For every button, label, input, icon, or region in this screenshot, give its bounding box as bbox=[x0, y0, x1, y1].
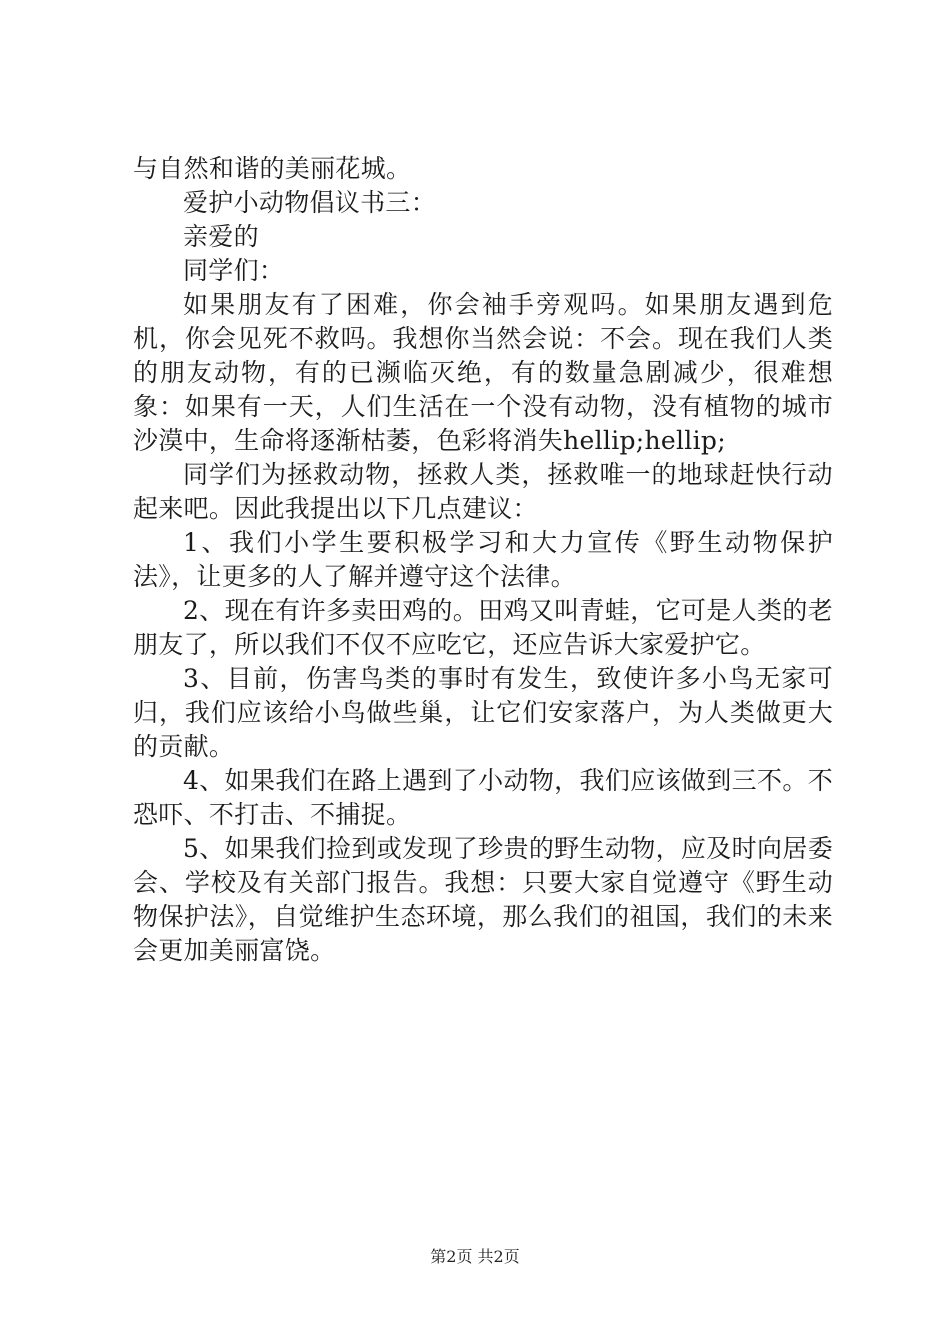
paragraph-10: 4、如果我们在路上遇到了小动物，我们应该做到三不。不恐吓、不打击、不捕捉。 bbox=[133, 766, 833, 829]
paragraph-1: 与自然和谐的美丽花城。 bbox=[133, 154, 412, 183]
page-footer: 第2页 共2页 bbox=[430, 1247, 520, 1266]
paragraph-7: 1、我们小学生要积极学习和大力宣传《野生动物保护法》，让更多的人了解并遵守这个法律。 bbox=[133, 528, 833, 591]
paragraph-5: 如果朋友有了困难，你会袖手旁观吗。如果朋友遇到危机，你会见死不救吗。我想你当然会说：不会。现在我们人类的朋友动物，有的已濒临灭绝，有的数量急剧减少，很难想象：如果有一天，人们生活在一个没有动物，没有植物的城市沙漠中，生命将逐渐枯萎，色彩将消失hellip;hellip; bbox=[133, 290, 833, 455]
paragraph-11: 5、如果我们捡到或发现了珍贵的野生动物，应及时向居委会、学校及有关部门报告。我想：只要大家自觉遵守《野生动物保护法》，自觉维护生态环境，那么我们的祖国，我们的未来会更加美丽富饶。 bbox=[133, 834, 833, 965]
document-body bbox=[133, 152, 833, 968]
paragraph-9: 3、目前，伤害鸟类的事时有发生，致使许多小鸟无家可归，我们应该给小鸟做些巢，让它们安家落户，为人类做更大的贡献。 bbox=[133, 664, 833, 761]
paragraph-4: 同学们： bbox=[183, 256, 285, 285]
paragraph-2: 爱护小动物倡议书三： bbox=[183, 188, 437, 217]
paragraph-6: 同学们为拯救动物，拯救人类，拯救唯一的地球赶快行动起来吧。因此我提出以下几点建议： bbox=[133, 460, 833, 523]
paragraph-3: 亲爱的 bbox=[183, 222, 259, 251]
paragraph-8: 2、现在有许多卖田鸡的。田鸡又叫青蛙，它可是人类的老朋友了，所以我们不仅不应吃它，还应告诉大家爱护它。 bbox=[133, 596, 833, 659]
